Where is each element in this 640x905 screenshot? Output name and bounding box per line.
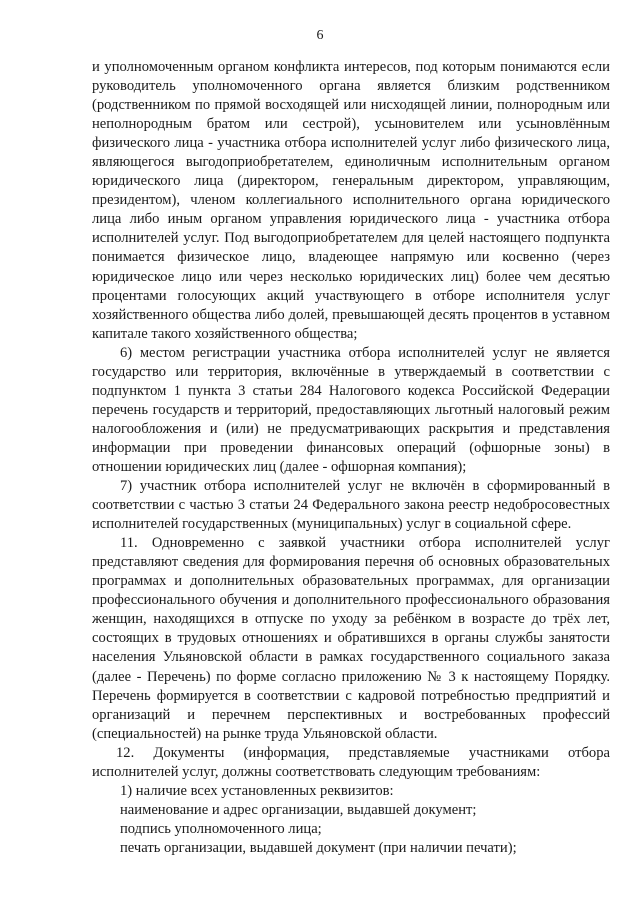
list-item: наименование и адрес организации, выдавшей документ; [120, 801, 477, 818]
paragraph-clause-11: 11. Одновременно с заявкой участники отбора исполнителей услуг представляют сведения для формирования перечня об основных образовательных программах и дополнительных образовательных программах, для организации профессионального обучения и дополнительного профессионального образования женщин, находящихся в отпуске по уходу за ребёнком в возрасте до трёх лет, состоящих в трудовых отношениях и обратившихся в органы службы занятости населения Ульяновской области в рамках государственного социального заказа (далее - Перечень) по форме согласно приложению № 3 к настоящему Порядку. Перечень формируется в соответствии с кадровой потребностью предприятий и организаций и перечнем перспективных и востребованных профессий (специальностей) на рынке труда Ульяновской области. [92, 535, 610, 742]
page-number: 6 [316, 28, 324, 43]
paragraph-clause-12: 12. Документы (информация, представляемые участниками отбора исполнителей услуг, должны соответствовать следующим требованиям: [92, 744, 610, 780]
paragraph-item-7: 7) участник отбора исполнителей услуг не включён в сформированный в соответствии с частью 3 статьи 24 Федерального закона реестр недобросовестных исполнителей государственных (муниципальных) услуг в социальной сфере. [92, 478, 610, 533]
requirements-list [92, 782, 610, 858]
document-body [92, 58, 610, 858]
list-item: подпись уполномоченного лица; [120, 820, 322, 837]
list-item: 1) наличие всех установленных реквизитов: [120, 782, 394, 799]
list-item: печать организации, выдавшей документ (при наличии печати); [120, 839, 517, 856]
paragraph-item-6: 6) местом регистрации участника отбора исполнителей услуг не является государство или территория, включённые в утверждаемый в соответствии с подпунктом 1 пункта 3 статьи 284 Налогового кодекса Российской Федерации перечень государств и территорий, предоставляющих льготный налоговый режим налогообложения и (или) не предусматривающих раскрытия и представления информации при проведении финансовых операций (офшорные зоны) в отношении юридических лиц (далее - офшорная компания); [92, 344, 610, 475]
paragraph-continuation: и уполномоченным органом конфликта интересов, под которым понимаются если руководитель уполномоченного органа является близким родственником (родственником по прямой восходящей или нисходящей линии, полнородным или неполнородным братом или сестрой), усыновителем или усыновлённым физического лица - участника отбора исполнителей услуг либо физического лица, являющегося выгодоприобретателем, единоличным исполнительным органом юридического лица (директором, генеральным директором, управляющим, президентом), членом коллегиального исполнительного органа юридического лица либо иным органом управления юридического лица - участника отбора исполнителей услуг. Под выгодоприобретателем для целей настоящего подпункта понимается физическое лицо, владеющее напрямую или косвенно (через юридическое лицо или через несколько юридических лиц) более чем десятью процентами голосующих акций участвующего в отборе исполнителя услуг хозяйственного общества либо долей, превышающей десять процентов в уставном капитале такого хозяйственного общества; [92, 59, 610, 342]
